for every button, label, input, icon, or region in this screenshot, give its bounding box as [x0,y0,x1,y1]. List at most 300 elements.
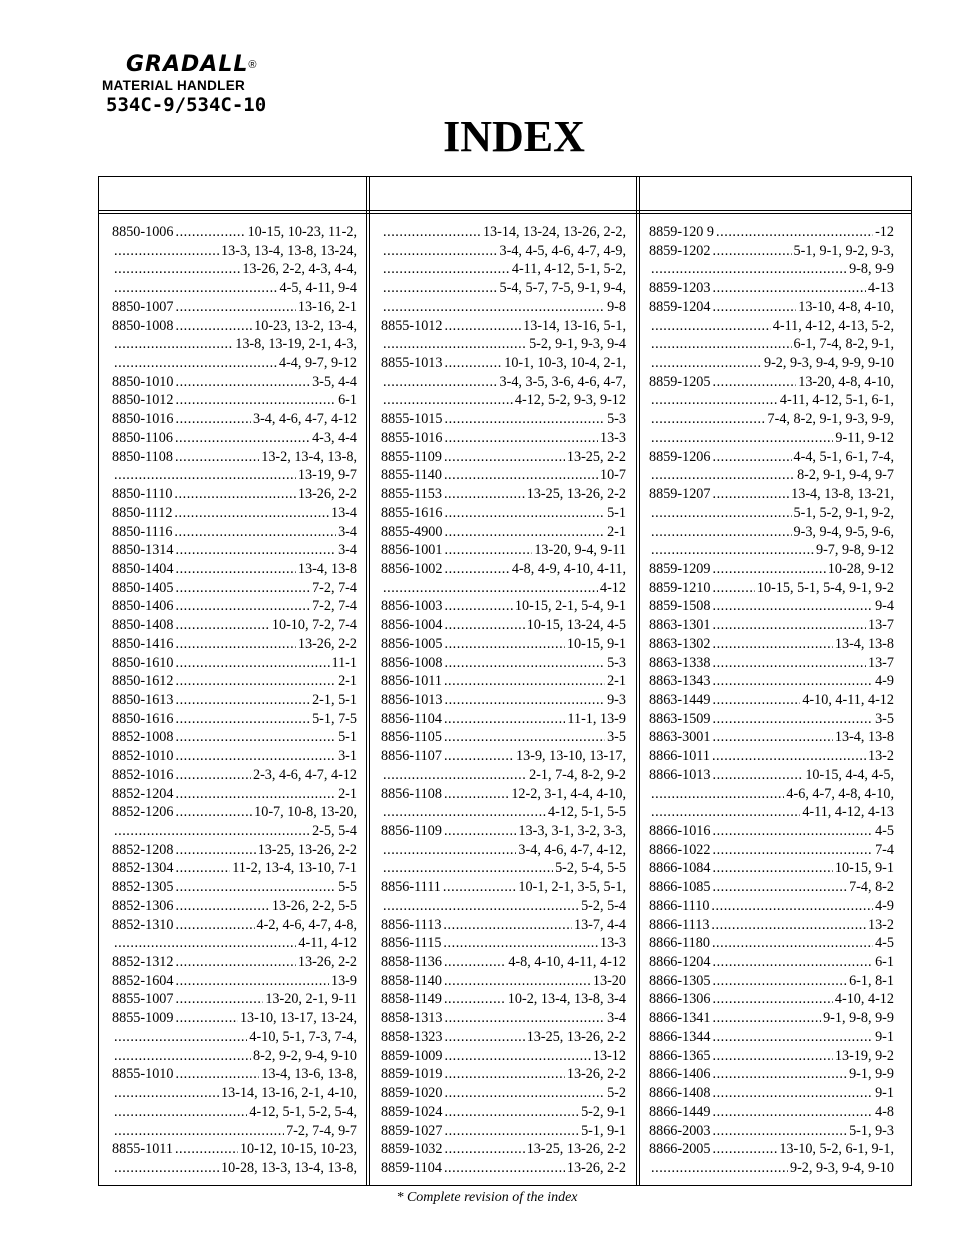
leader-dots [175,747,336,766]
page-title: INDEX [443,112,585,161]
page-references: 13-25, 2-2 [566,448,626,465]
index-entry [381,298,626,317]
leader-dots [712,560,825,579]
leader-dots [444,953,506,972]
leader-dots [175,785,336,804]
column-divider-1 [366,177,370,1185]
part-number: 8858-1140 [381,972,442,989]
part-number: 8850-1007 [112,298,174,315]
index-entry [112,242,357,261]
part-number: 8855-1616 [381,504,443,521]
page-references: 13-14, 13-16, 2-1, 4-10, [221,1085,357,1102]
page-references: 4-2, 4-6, 4-7, 4-8, [256,916,357,933]
index-entry [112,859,357,878]
part-number: 8866-1011 [649,748,710,765]
index-entry [112,972,357,991]
leader-dots [383,242,498,261]
page-references: 9-4 [875,598,894,615]
leader-dots [651,391,778,410]
leader-dots [383,897,579,916]
index-entry [112,1047,357,1066]
page-references: 13-10, 13-17, 13-24, [239,1010,357,1027]
index-entry [112,1065,357,1084]
part-number: 8856-1111 [381,879,441,896]
page-references: 13-19, 9-2 [834,1047,894,1064]
page-references: 5-4, 5-7, 7-5, 9-1, 9-4, [499,280,626,297]
index-entry [381,803,626,822]
page-references: 13-4, 13-8 [297,560,357,577]
index-entry [112,672,357,691]
part-number: 8866-2005 [649,1141,711,1158]
leader-dots [444,1140,524,1159]
index-entry [381,616,626,635]
leader-dots [114,822,310,841]
leader-dots [444,354,502,373]
page-references: 11-1, 13-9 [567,710,626,727]
leader-dots [175,298,295,317]
leader-dots [444,822,516,841]
index-entry [381,1140,626,1159]
index-entry [649,859,894,878]
part-number: 8852-1204 [112,785,174,802]
leader-dots [444,429,598,448]
index-entry [112,953,357,972]
leader-dots [712,298,796,317]
leader-dots [712,972,847,991]
part-number: 8852-1206 [112,804,174,821]
part-number: 8852-1305 [112,879,174,896]
part-number: 8866-1204 [649,954,711,971]
index-entry [381,223,626,242]
page-references: 2-1 [338,673,357,690]
page-references: 13-8, 13-19, 2-1, 4-3, [235,336,357,353]
index-entry [381,579,626,598]
column-divider-2 [636,177,640,1185]
part-number: 8859-1104 [381,1159,442,1176]
page-references: 10-15, 13-24, 4-5 [526,617,626,634]
index-entry [381,916,626,935]
leader-dots [175,635,295,654]
page-references: 8-2, 9-1, 9-4, 9-7 [797,467,894,484]
index-entry [381,972,626,991]
part-number: 8850-1016 [112,411,174,428]
part-number: 8856-1008 [381,654,443,671]
index-entry [112,298,357,317]
leader-dots [174,504,329,523]
leader-dots [712,859,832,878]
index-entry [112,279,357,298]
index-entry [112,841,357,860]
leader-dots [175,953,295,972]
index-entry [112,373,357,392]
index-entry [649,223,894,242]
index-entry [649,1028,894,1047]
page-references: 4-9 [875,897,894,914]
page-references: 9-8, 9-9 [849,261,894,278]
page-references: 5-1, 9-1 [581,1122,626,1139]
part-number: 8856-1001 [381,542,443,559]
leader-dots [114,1047,251,1066]
page-references: 2-1 [338,785,357,802]
page-references: 13-4, 13-8, 13-21, [791,486,894,503]
page-references: 5-1, 9-3 [849,1122,894,1139]
index-entry [381,672,626,691]
leader-dots [712,485,789,504]
page-references: 10-1, 2-1, 3-5, 5-1, [518,879,626,896]
leader-dots [651,260,847,279]
part-number: 8863-1301 [649,617,711,634]
page-references: 13-7 [867,654,894,671]
index-entry [381,990,626,1009]
part-number: 8859-1210 [649,579,711,596]
index-entry [649,466,894,485]
index-entry [112,654,357,673]
page-references: 13-26, 2-2 [297,954,357,971]
part-number: 8850-1110 [112,486,173,503]
leader-dots [383,766,527,785]
index-entry [112,766,357,785]
page-references: 3-1 [338,748,357,765]
index-entry [381,1103,626,1122]
index-entry [112,466,357,485]
index-entry [112,597,357,616]
page-references: 13-9 [330,972,357,989]
leader-dots [383,260,510,279]
page-references: 12-2, 3-1, 4-4, 4-10, [511,785,626,802]
page-references: 13-26, 2-2 [566,1066,626,1083]
page-references: 3-5 [607,729,626,746]
index-entry [112,560,357,579]
index-entry [649,747,894,766]
index-entry [112,878,357,897]
page-references: 10-7 [599,467,626,484]
index-entry [112,803,357,822]
leader-dots [444,597,512,616]
leader-dots [444,654,605,673]
index-entry [649,1122,894,1141]
index-entry [112,616,357,635]
leader-dots [444,1159,565,1178]
index-entry [381,523,626,542]
part-number: 8850-1408 [112,617,174,634]
part-number: 8855-1015 [381,411,443,428]
index-table [98,176,912,1186]
part-number: 8855-1012 [381,317,443,334]
leader-dots [175,1009,237,1028]
part-number: 8850-1006 [112,224,174,240]
page-references: 4-12, 5-2, 9-3, 9-12 [514,392,626,409]
leader-dots [712,579,754,598]
leader-dots [444,785,509,804]
leader-dots [712,953,873,972]
leader-dots [444,1009,605,1028]
page-references: 13-2 [867,916,894,933]
leader-dots [651,354,762,373]
index-entry [649,785,894,804]
leader-dots [711,916,866,935]
page-references: 9-3, 9-4, 9-5, 9-6, [793,523,894,540]
leader-dots [651,466,795,485]
part-number: 8855-1011 [112,1141,173,1158]
leader-dots [383,841,516,860]
part-number: 8850-1010 [112,373,174,390]
page-references: 6-1 [875,954,894,971]
index-entry [649,990,894,1009]
leader-dots [712,1140,777,1159]
part-number: 8859-1020 [381,1085,443,1102]
part-number: 8855-1140 [381,467,442,484]
leader-dots [444,691,605,710]
index-entry [112,1084,357,1103]
leader-dots [175,972,329,991]
index-entry [649,897,894,916]
leader-dots [712,242,791,261]
leader-dots [712,710,873,729]
index-entry [649,916,894,935]
leader-dots [712,1009,821,1028]
leader-dots [444,485,525,504]
leader-dots [175,916,254,935]
index-entry [381,391,626,410]
leader-dots [175,710,310,729]
page-references: 7-4, 8-2, 9-1, 9-3, 9-9, [767,411,894,428]
index-entry [381,1028,626,1047]
part-number: 8863-1509 [649,710,711,727]
index-entry [381,841,626,860]
part-number: 8866-1305 [649,972,711,989]
page-references: 11-2, 13-4, 13-10, 7-1 [232,860,357,877]
part-number: 8859-1202 [649,242,711,259]
part-number: 8866-1341 [649,1010,711,1027]
page-references: 13-4 [330,504,357,521]
index-entry [112,391,357,410]
index-entry [649,728,894,747]
index-entry [649,354,894,373]
part-number: 8866-1406 [649,1066,711,1083]
index-entry [649,448,894,467]
page-references: 2-3, 4-6, 4-7, 4-12 [252,766,357,783]
leader-dots [175,429,310,448]
page-references: 10-15, 9-1 [566,635,626,652]
index-entry [112,429,357,448]
leader-dots [444,448,565,467]
part-number: 8859-1205 [649,373,711,390]
part-number: 8856-1013 [381,691,443,708]
part-number: 8859-1024 [381,1103,443,1120]
page-references: 4-8, 4-10, 4-11, 4-12 [508,954,626,971]
page-references: 13-20, 9-4, 9-11 [534,542,626,559]
page-references: 13-25, 13-26, 2-2 [526,1141,626,1158]
part-number: 8859-120 9 [649,224,715,240]
part-number: 8856-1011 [381,673,442,690]
page-references: 2-5, 5-4 [312,823,357,839]
part-number: 8859-1206 [649,448,711,465]
index-entry [112,579,357,598]
part-number: 8852-1008 [112,729,174,746]
index-entry [381,710,626,729]
leader-dots [712,1028,873,1047]
leader-dots [383,803,546,822]
page-references: 5-1, 7-5 [312,710,357,727]
part-number: 8859-1203 [649,280,711,297]
page-references: 13-19, 9-7 [297,467,357,484]
leader-dots [114,279,278,298]
leader-dots [444,728,605,747]
part-number: 8859-1019 [381,1066,443,1083]
part-number: 8863-1343 [649,673,711,690]
part-number: 8855-1153 [381,486,442,503]
page-references: 13-14, 13-24, 13-26, 2-2, [482,224,626,240]
index-entry [112,223,357,242]
leader-dots [175,990,263,1009]
page-references: 13-10, 5-2, 6-1, 9-1, [779,1141,894,1158]
index-entry [112,523,357,542]
index-entry [381,373,626,392]
index-entry [381,485,626,504]
part-number: 8863-1338 [649,654,711,671]
page-references: 3-5 [875,710,894,727]
leader-dots [712,373,796,392]
index-entry [649,523,894,542]
gradall-logo [102,52,302,116]
part-number: 8858-1149 [381,991,442,1008]
part-number: 8855-1009 [112,1010,174,1027]
leader-dots [712,766,803,785]
page-references: 7-2, 7-4 [312,598,357,615]
page-references: 4-11, 4-12, 4-13 [802,804,894,821]
page-references: 2-1, 7-4, 8-2, 9-2 [529,766,626,783]
index-entry [649,972,894,991]
index-entry [649,410,894,429]
leader-dots [444,747,514,766]
leader-dots [711,897,873,916]
index-entry [381,1159,626,1178]
index-entry [112,747,357,766]
page-references: 5-1 [607,504,626,521]
index-entry [112,822,357,841]
page-references: 5-3 [607,411,626,428]
leader-dots [651,335,792,354]
index-entry [649,1009,894,1028]
leader-dots [712,635,832,654]
index-entry [381,504,626,523]
page-references: 13-10, 4-8, 4-10, [798,298,894,315]
index-entry [112,897,357,916]
index-entry [112,260,357,279]
leader-dots [114,335,233,354]
index-column-1 [112,223,357,1178]
page-references: 10-15, 4-4, 4-5, [805,766,894,783]
page-references: 5-1 [338,729,357,746]
page-references: 13-4, 13-8 [834,635,894,652]
index-entry [112,934,357,953]
index-column-3 [649,223,894,1178]
index-entry [381,429,626,448]
leader-dots [444,504,605,523]
leader-dots [444,710,565,729]
index-entry [381,822,626,841]
leader-dots [114,260,240,279]
page-references: 5-3 [607,654,626,671]
page-references: 7-2, 7-4, 9-7 [286,1122,357,1139]
leader-dots [712,990,832,1009]
header-cell-2 [369,177,639,210]
part-number: 8852-1208 [112,841,174,858]
index-entry [112,1009,357,1028]
index-entry [112,448,357,467]
part-number: 8850-1616 [112,710,174,727]
page-references: 13-26, 2-2, 4-3, 4-4, [242,261,357,278]
index-entry [112,990,357,1009]
leader-dots [651,541,814,560]
index-entry [112,410,357,429]
part-number: 8859-1209 [649,560,711,577]
index-entry [112,691,357,710]
leader-dots [175,672,336,691]
index-entry [381,728,626,747]
leader-dots [712,934,873,953]
page-references: 13-7, 4-4 [573,916,626,933]
leader-dots [444,541,532,560]
page-references: 10-15, 10-23, 11-2, [247,224,357,240]
leader-dots [712,1122,847,1141]
leader-dots [383,298,605,317]
page-references: 4-11, 4-12 [298,935,357,952]
leader-dots [651,504,792,523]
page-references: 3-4, 4-5, 4-6, 4-7, 4-9, [499,242,626,259]
leader-dots [175,616,269,635]
index-entry [649,242,894,261]
part-number: 8866-1016 [649,823,711,839]
part-number: 8856-1104 [381,710,442,727]
index-entry [112,1122,357,1141]
leader-dots [114,1103,247,1122]
index-entry [649,373,894,392]
part-number: 8850-1106 [112,429,173,446]
part-number: 8866-1085 [649,879,711,896]
index-entry [649,560,894,579]
page-references: 5-2 [607,1085,626,1102]
leader-dots [651,1159,788,1178]
index-entry [381,1065,626,1084]
leader-dots [175,579,310,598]
leader-dots [712,616,866,635]
page-references: 6-1 [338,392,357,409]
leader-dots [444,1047,590,1066]
leader-dots [712,1084,873,1103]
index-entry [649,504,894,523]
page-references: 3-5, 4-4 [312,373,357,390]
index-entry [381,635,626,654]
index-entry [112,1159,357,1178]
page-references: 6-1, 7-4, 8-2, 9-1, [793,336,894,353]
index-entry [381,691,626,710]
index-entry [112,541,357,560]
page-references: 13-2, 13-4, 13-8, [261,448,357,465]
index-entry [381,242,626,261]
page-references: 2-1 [607,673,626,690]
leader-dots [114,242,219,261]
leader-dots [712,841,873,860]
part-number: 8856-1004 [381,617,443,634]
index-entry [649,391,894,410]
index-entry [112,485,357,504]
leader-dots [175,654,329,673]
index-entry [381,953,626,972]
leader-dots [712,279,866,298]
index-entry [649,597,894,616]
leader-dots [444,1028,524,1047]
